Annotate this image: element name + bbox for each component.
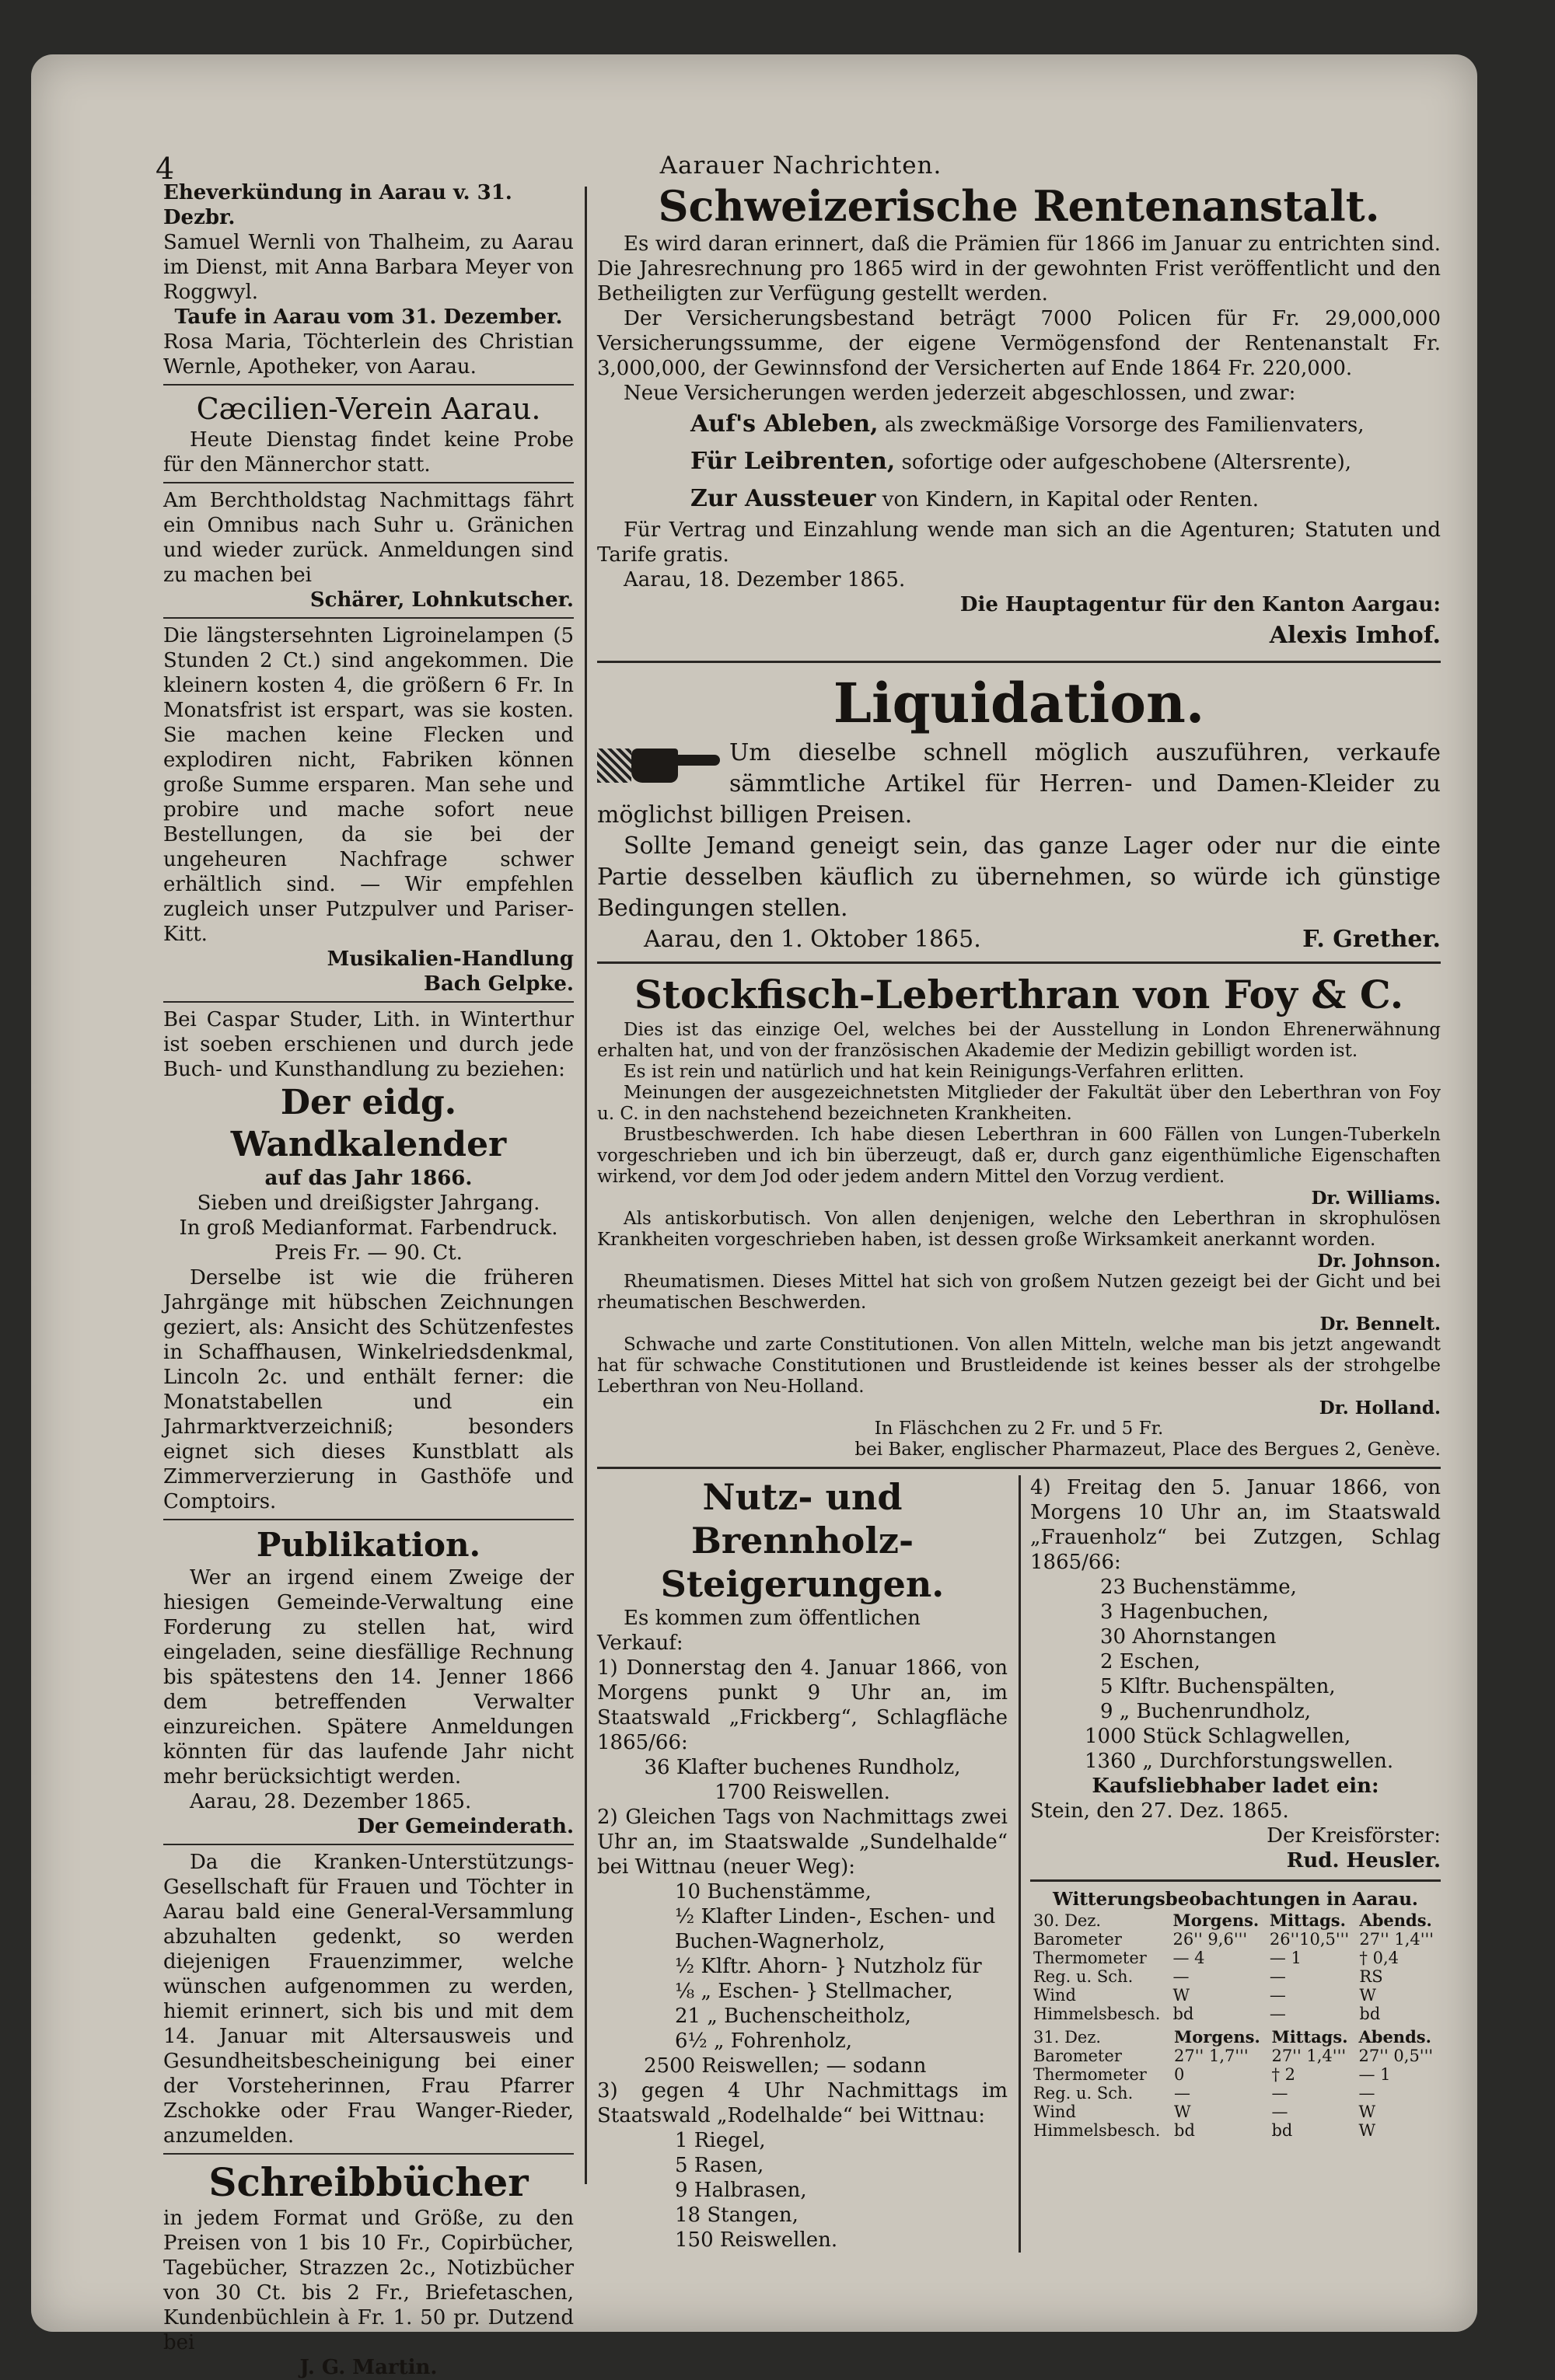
right-column	[597, 180, 1441, 2253]
liquidation-sign: F. Grether.	[1302, 926, 1441, 953]
leberthran-s4: Dr. Williams.	[1311, 1188, 1441, 1209]
kalender-text: Derselbe ist wie die früheren Jahrgänge mit hübschen Zeichnungen geziert, als: Ansicht des Schützenfestes in Schaffhausen, Winkelriedsdenkmal, Lincoln 2c. und enthält ferner: die Monatstabellen und ein Jahrmarktverzeichniß; besonders eignet sich dieses Kunstblatt als Zimmerverzierung in Gasthöfe und Comptoirs.	[163, 1266, 574, 1513]
renten-p1: Es wird daran erinnert, daß die Prämien für 1866 im Januar zu entrichten sind. Die Jahresrechnung pro 1865 wird in der gewohnten Frist veröffentlicht und den Betheiligten zur Verfügung gestellt werden.	[597, 232, 1441, 305]
renten-title: Schweizerische Rentenanstalt.	[658, 181, 1380, 231]
renten-item3-bold: Zur Aussteuer	[690, 485, 876, 512]
table-cell: W	[1358, 2103, 1376, 2121]
schreib-title: Schreibbücher	[208, 2159, 529, 2205]
holz-section	[597, 1475, 1441, 2253]
wx2-col-morning: Morgens.	[1174, 2027, 1260, 2047]
holz-a4: 4) Freitag den 5. Januar 1866, von Morgens 10 Uhr an, im Staatswald „Frauenholz“ bei Zutzgen, Schlag 1865/66:	[1030, 1476, 1441, 1574]
renten-item1: als zweckmäßige Vorsorge des Familienvaters,	[884, 414, 1365, 437]
holz-a3-item2: 9 Halbrasen,	[675, 2179, 807, 2202]
text-line	[597, 406, 1441, 443]
ligroine-ad	[163, 623, 574, 996]
omnibus-ad	[163, 488, 574, 612]
marriage-notice	[163, 180, 574, 379]
table-cell: 27'' 0,5'''	[1358, 2047, 1434, 2065]
table-cell: —	[1269, 1967, 1286, 1986]
renten-p4: Für Vertrag und Einzahlung wende man sich an die Agenturen; Statuten und Tarife gratis.	[597, 518, 1441, 567]
weather-day-1	[1030, 1911, 1441, 2023]
omnibus-text: Am Berchtholdstag Nachmittags fährt ein Omnibus nach Suhr u. Gränichen und wieder zurück. Anmeldungen sind zu machen bei	[163, 489, 574, 587]
page-number: 4	[156, 152, 175, 186]
wx2-col-evening: Abends.	[1358, 2027, 1431, 2047]
holz-sign1: Der Kreisförster:	[1267, 1824, 1441, 1848]
holz-a2-item3: ⅛ „ Eschen- } Stellmacher,	[675, 1980, 953, 2003]
kalender-subtitle: auf das Jahr 1866.	[264, 1167, 473, 1190]
table-cell: 26''10,5'''	[1269, 1930, 1350, 1949]
holz-a1-item0: 36 Klafter buchenes Rundholz,	[644, 1756, 961, 1779]
holz-a2-item0: 10 Buchenstämme,	[675, 1880, 872, 1904]
leberthran-p2: Es ist rein und natürlich und hat kein Reinigungs-Verfahren erlitten.	[624, 1062, 1245, 1082]
table-cell: W	[1172, 1986, 1190, 2005]
liquidation-p1: Um dieselbe schnell möglich auszuführen, verkaufe sämmtliche Artikel für Herren- und Damen-Kleider zu möglichst billigen Preisen.	[597, 739, 1441, 829]
holz-a4-item1: 3 Hagenbuchen,	[1100, 1600, 1269, 1624]
table-cell: RS	[1359, 1967, 1383, 1986]
kalender-edition: Sieben und dreißigster Jahrgang.	[197, 1192, 540, 1215]
leberthran-s7: Dr. Holland.	[1319, 1398, 1441, 1419]
table-cell: Wind	[1033, 1986, 1076, 2005]
leberthran-p6: Rheumatismen. Dieses Mittel hat sich von großem Nutzen gezeigt bei der Gicht und bei rheumatischen Beschwerden.	[597, 1272, 1441, 1313]
holz-a3-item0: 1 Riegel,	[675, 2129, 766, 2152]
publikation-date: Aarau, 28. Dezember 1865.	[190, 1790, 472, 1813]
table-cell: W	[1174, 2103, 1191, 2121]
table-cell: Thermometer	[1033, 2065, 1147, 2084]
kalender-ad	[163, 1007, 574, 1514]
table-cell: † 2	[1271, 2065, 1295, 2084]
table-cell: 27'' 1,7'''	[1174, 2047, 1249, 2065]
holz-a3-item1: 5 Rasen,	[675, 2154, 764, 2177]
pointing-hand-icon	[597, 738, 722, 792]
holz-date: Stein, den 27. Dez. 1865.	[1030, 1799, 1289, 1823]
holz-a4-item2: 30 Ahornstangen	[1100, 1625, 1277, 1649]
publikation-text: Wer an irgend einem Zweige der hiesigen Gemeinde-Verwaltung eine Forderung zu stellen hat, wird eingeladen, seine diesfällige Rechnung bis spätestens den 14. Jenner 1866 dem betreffenden Verwalter einzureichen. Spätere Anmeldungen könnten für das laufende Jahr nicht mehr berücksichtigt werden.	[163, 1566, 574, 1788]
holz-a3: 3) gegen 4 Uhr Nachmittags im Staatswald „Rodelhalde“ bei Wittnau:	[597, 2079, 1008, 2127]
ligroine-text: Die längstersehnten Ligroinelampen (5 Stunden 2 Ct.) sind angekommen. Die kleinern kosten 4, die größern 6 Fr. In Monatsfrist ist erspart, was sie kosten. Sie machen keine Flecken und explodiren nicht, Fabriken können große Summe ersparen. Man sehe und probire und mache sofort neue Bestellungen, da sie bei der ungeheuren Nachfrage schwer erhältlich sind. — Wir empfehlen zugleich unser Putzpulver und Pariser-Kitt.	[163, 624, 574, 946]
column-divider	[585, 187, 587, 2184]
table-cell: 27'' 1,4'''	[1359, 1930, 1434, 1949]
text-line	[597, 443, 1441, 480]
holz-invite: Kaufsliebhaber ladet ein:	[1092, 1775, 1379, 1798]
liquidation-ad	[597, 669, 1441, 955]
kranken-ad	[163, 1850, 574, 2148]
schreib-text: in jedem Format und Größe, zu den Preisen von 1 bis 10 Fr., Copirbücher, Tagebücher, Strazzen 2c., Notizbücher von 30 Ct. bis 2 Fr., Briefetaschen, Kundenbüchlein à Fr. 1. 50 pr. Dutzend bei	[163, 2207, 574, 2354]
leberthran-ad	[597, 970, 1441, 1460]
renten-sign2: Alexis Imhof.	[1269, 622, 1441, 649]
holz-a2: 2) Gleichen Tags von Nachmittags zwei Uhr an, im Staatswalde „Sundelhalde“ bei Wittnau (neuer Weg):	[597, 1806, 1008, 1879]
leberthran-p4: Brustbeschwerden. Ich habe diesen Leberthran in 600 Fällen von Lungen-Tuberkeln vorgeschrieben und ich bin überzeugt, daß er, durch ganz eigenthümliche Eigenschaften wirkend, vor dem Jod oder jedem andern Mittel den Vorzug verdient.	[597, 1125, 1441, 1187]
table-row	[1030, 1986, 1441, 2005]
leberthran-p1: Dies ist das einzige Oel, welches bei der Ausstellung in London Ehrenerwähnung erhalten hat, und von der französischen Akademie der Medizin gebilligt worden ist.	[597, 1020, 1441, 1061]
holz-a4-item4: 5 Klftr. Buchenspälten,	[1100, 1675, 1336, 1698]
table-cell: bd	[1174, 2121, 1195, 2140]
table-cell: —	[1269, 1986, 1286, 2005]
caecilien-text: Heute Dienstag findet keine Probe für den Männerchor statt.	[163, 428, 574, 476]
kalender-title: Der eidg. Wandkalender	[230, 1083, 507, 1164]
holz-right	[1021, 1475, 1441, 2253]
holz-sign2: Rud. Heusler.	[1286, 1849, 1441, 1872]
table-row	[1030, 2047, 1441, 2065]
renten-item3: von Kindern, in Kapital oder Renten.	[882, 488, 1259, 511]
holz-left	[597, 1475, 1021, 2253]
holz-a2-item4: 21 „ Buchenscheitholz,	[675, 2005, 911, 2028]
wx1-col-evening: Abends.	[1359, 1911, 1432, 1930]
table-cell: Barometer	[1033, 2047, 1122, 2065]
renten-date: Aarau, 18. Dezember 1865.	[624, 568, 906, 592]
table-cell: —	[1271, 2103, 1288, 2121]
renten-p3: Neue Versicherungen werden jederzeit abgeschlossen, und zwar:	[624, 382, 1296, 405]
holz-intro: Es kommen zum öffentlichen Verkauf:	[597, 1607, 921, 1655]
holz-title2: Steigerungen.	[660, 1563, 945, 1605]
holz-a2-item2: ½ Klftr. Ahorn- } Nutzholz für	[675, 1955, 982, 1978]
schreibbuecher-ad	[163, 2159, 574, 2380]
marriage-title: Eheverkündung in Aarau v. 31. Dezbr.	[163, 181, 512, 229]
table-cell: Thermometer	[1033, 1949, 1147, 1967]
kalender-format: In groß Medianformat. Farbendruck.	[179, 1216, 558, 1240]
kalender-price: Preis Fr. — 90. Ct.	[274, 1241, 463, 1265]
holz-a4-item6: 1000 Stück Schlagwellen,	[1085, 1725, 1351, 1748]
text-line	[597, 924, 1441, 955]
caecilien-title: Cæcilien-Verein Aarau.	[196, 392, 541, 426]
table-cell: W	[1359, 1986, 1376, 2005]
table-cell: —	[1271, 2084, 1288, 2103]
holz-a1-item1: 1700 Reiswellen.	[715, 1781, 890, 1804]
liquidation-title: Liquidation.	[833, 671, 1205, 735]
renten-item2-bold: Für Leibrenten,	[690, 448, 896, 475]
table-row	[1030, 2103, 1441, 2121]
table-row	[1030, 2121, 1441, 2140]
holz-title1: Nutz- und Brennholz-	[690, 1476, 914, 1562]
table-cell: Wind	[1033, 2103, 1076, 2121]
wx1-col-morning: Morgens.	[1172, 1911, 1260, 1930]
renten-item2: sofortige oder aufgeschobene (Altersrente),	[901, 451, 1351, 474]
table-cell: bd	[1359, 2005, 1381, 2023]
table-cell: 0	[1174, 2065, 1185, 2084]
holz-a2-item1: ½ Klafter Linden-, Eschen- und Buchen-Wagnerholz,	[675, 1905, 996, 1953]
wx1-col-noon: Mittags.	[1269, 1911, 1346, 1930]
left-column	[163, 180, 574, 2380]
table-cell: —	[1358, 2084, 1375, 2103]
table-cell: † 0,4	[1359, 1949, 1399, 1967]
baptism-title: Taufe in Aarau vom 31. Dezember.	[174, 305, 563, 329]
table-cell: 27'' 1,4'''	[1271, 2047, 1347, 2065]
table-cell: —	[1269, 2005, 1286, 2023]
table-row	[1030, 1949, 1441, 1967]
kalender-intro: Bei Caspar Studer, Lith. in Winterthur ist soeben erschienen und durch jede Buch- und Kunsthandlung zu beziehen:	[163, 1008, 574, 1081]
weather-table	[1030, 1888, 1441, 2140]
leberthran-s5: Dr. Johnson.	[1317, 1251, 1441, 1272]
weather-title: Witterungsbeobachtungen in Aarau.	[1053, 1889, 1418, 1910]
table-cell: bd	[1271, 2121, 1293, 2140]
table-row	[1030, 1967, 1441, 1986]
holz-a2-item6: 2500 Reiswellen; — sodann	[644, 2054, 927, 2078]
table-cell: bd	[1172, 2005, 1194, 2023]
omnibus-sign: Schärer, Lohnkutscher.	[309, 588, 574, 612]
wx1-date: 30. Dez.	[1033, 1911, 1102, 1930]
liquidation-p2: Sollte Jemand geneigt sein, das ganze Lager oder nur die einte Partie desselben käuflich zu übernehmen, so würde ich günstige Bedingungen stellen.	[597, 832, 1441, 922]
leberthran-p5: Als antiskorbutisch. Von allen denjenigen, welche den Leberthran in skrophulösen Krankheiten vorgeschrieben haben, ist dessen große Wirksamkeit anerkannt worden.	[597, 1209, 1441, 1250]
baptism-text: Rosa Maria, Töchterlein des Christian Wernle, Apotheker, von Aarau.	[163, 330, 574, 379]
holz-a4-item0: 23 Buchenstämme,	[1100, 1576, 1297, 1599]
wx2-date: 31. Dez.	[1033, 2028, 1102, 2047]
caecilien-notice	[163, 390, 574, 477]
leberthran-p7: Schwache und zarte Constitutionen. Von allen Mitteln, welche man bis jetzt angewandt hat für schwache Constitutionen und Brustleidende ist keines besser als der strohgelbe Leberthran von Neu-Holland.	[597, 1335, 1441, 1397]
table-row	[1030, 2005, 1441, 2023]
holz-a3-item4: 150 Reiswellen.	[675, 2228, 838, 2252]
table-cell: —	[1174, 2084, 1191, 2103]
table-cell: Reg. u. Sch.	[1033, 1967, 1134, 1986]
liquidation-date: Aarau, den 1. Oktober 1865.	[644, 926, 981, 953]
publikation-ad	[163, 1525, 574, 1839]
holz-a1: 1) Donnerstag den 4. Januar 1866, von Morgens punkt 9 Uhr an, im Staatswald „Frickberg“, Schlagfläche 1865/66:	[597, 1656, 1008, 1754]
table-cell: — 1	[1358, 2065, 1391, 2084]
table-cell: Himmelsbesch.	[1033, 2005, 1161, 2023]
table-cell: — 4	[1172, 1949, 1205, 1967]
marriage-text: Samuel Wernli von Thalheim, zu Aarau im Dienst, mit Anna Barbara Meyer von Roggwyl.	[163, 231, 574, 304]
table-cell: 26'' 9,6'''	[1172, 1930, 1248, 1949]
renten-p2: Der Versicherungsbestand beträgt 7000 Policen für Fr. 29,000,000 Versicherungssumme, der eigene Vermögensfond der Rentenanstalt Fr. 3,000,000, der Gewinnsfond der Versicherten auf Ende 1864 Fr. 220,000.	[597, 307, 1441, 380]
table-cell: Himmelsbesch.	[1033, 2121, 1161, 2140]
renten-item1-bold: Auf's Ableben,	[690, 410, 879, 438]
renten-sign1: Die Hauptagentur für den Kanton Aargau:	[959, 593, 1441, 616]
weather-day-2	[1030, 2028, 1441, 2140]
rentenanstalt-ad	[597, 180, 1441, 654]
table-cell: W	[1358, 2121, 1376, 2140]
holz-a4-item5: 9 „ Buchenrundholz,	[1100, 1700, 1312, 1723]
publikation-title: Publikation.	[256, 1526, 481, 1564]
kranken-text: Da die Kranken-Unterstützungs-Gesellschaft für Frauen und Töchter in Aarau bald eine General-Versammlung abzuhalten gedenkt, so werden diejenigen Frauenzimmer, welche wünschen aufgenommen zu werden, hiemit erinnert, sich bis und mit dem 14. Januar mit Altersausweis und Gesundheitsbescheinigung bei einer der Vorsteherinnen, Frau Pfarrer Zschokke oder Frau Wanger-Rieder, anzumelden.	[163, 1851, 574, 2148]
table-row	[1030, 2065, 1441, 2084]
text-line	[597, 480, 1441, 518]
holz-a3-item3: 18 Stangen,	[675, 2204, 798, 2227]
holz-a2-item5: 6½ „ Fohrenholz,	[675, 2029, 852, 2053]
schreib-sign: J. G. Martin.	[299, 2356, 438, 2379]
leberthran-title: Stockfisch-Leberthran von Foy & C.	[634, 972, 1404, 1017]
table-row	[1030, 1930, 1441, 1949]
leberthran-s6: Dr. Bennelt.	[1319, 1314, 1441, 1335]
table-cell: —	[1172, 1967, 1190, 1986]
holz-a4-item3: 2 Eschen,	[1100, 1650, 1200, 1673]
ligroine-sign2: Bach Gelpke.	[423, 972, 574, 996]
table-cell: — 1	[1269, 1949, 1302, 1967]
table-cell: Reg. u. Sch.	[1033, 2084, 1134, 2103]
masthead-title: Aarauer Nachrichten.	[659, 152, 942, 180]
leberthran-p8: In Fläschchen zu 2 Fr. und 5 Fr.	[874, 1419, 1164, 1439]
wx2-col-noon: Mittags.	[1271, 2027, 1348, 2047]
table-row	[1030, 2084, 1441, 2103]
table-cell: Barometer	[1033, 1930, 1122, 1949]
leberthran-p3: Meinungen der ausgezeichnetsten Mitglieder der Fakultät über den Leberthran von Foy u. C. in den nachstehend bezeichneten Krankheiten.	[597, 1083, 1441, 1124]
holz-a4-item7: 1360 „ Durchforstungswellen.	[1085, 1750, 1394, 1773]
publikation-sign: Der Gemeinderath.	[357, 1815, 574, 1838]
leberthran-p9: bei Baker, englischer Pharmazeut, Place des Bergues 2, Genève.	[854, 1440, 1441, 1460]
ligroine-sign1: Musikalien-Handlung	[327, 947, 574, 971]
